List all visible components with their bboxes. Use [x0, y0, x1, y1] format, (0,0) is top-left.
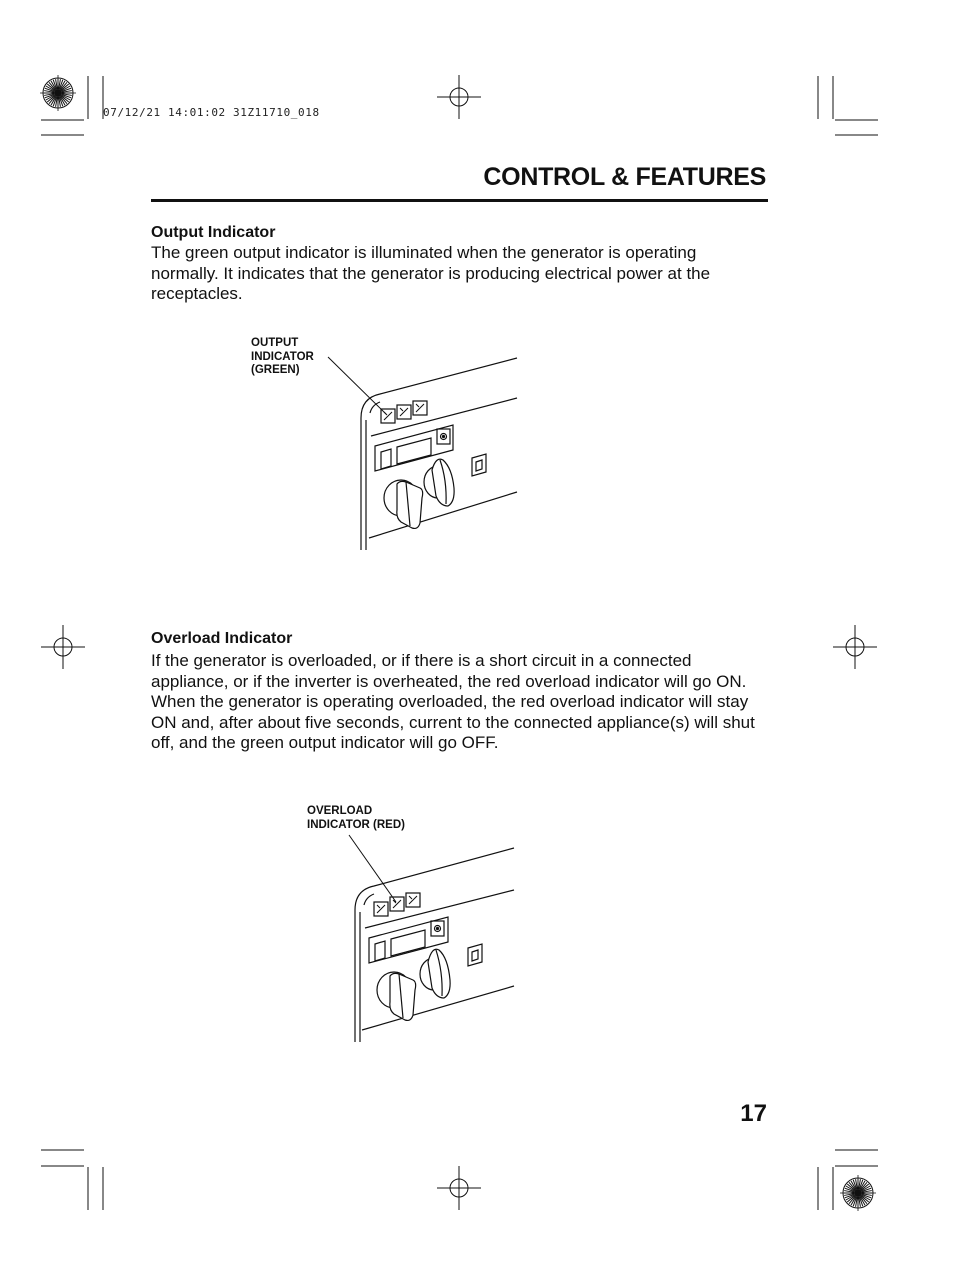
- print-stamp: 07/12/21 14:01:02 31Z11710_018: [103, 106, 320, 119]
- page-number: 17: [740, 1100, 767, 1127]
- section-body-overload-indicator: If the generator is overloaded, or if there is a short circuit in a connected appliance, or if the inverter is overheated, the red overload indicator will go ON. When the generator is operating overloaded, the red overload indicator will stay ON and, after about five seconds, current to the connected appliance(s) will shut off, and the green output indicator will go OFF.: [151, 651, 755, 752]
- callout-line: (GREEN): [251, 364, 300, 376]
- callout-line: OUTPUT: [251, 337, 299, 349]
- section-heading-overload-indicator: Overload Indicator: [151, 630, 293, 647]
- callout-line: OVERLOAD: [307, 805, 373, 817]
- section-heading-output-indicator: Output Indicator: [151, 224, 276, 241]
- page-title: CONTROL & FEATURES: [483, 163, 766, 191]
- section-body-output-indicator: The green output indicator is illuminated when the generator is operating normally. It indicates that the generator is producing electrical power at the receptacles.: [151, 243, 711, 303]
- callout-line: INDICATOR (RED): [307, 818, 405, 831]
- callout-line: INDICATOR: [251, 350, 314, 363]
